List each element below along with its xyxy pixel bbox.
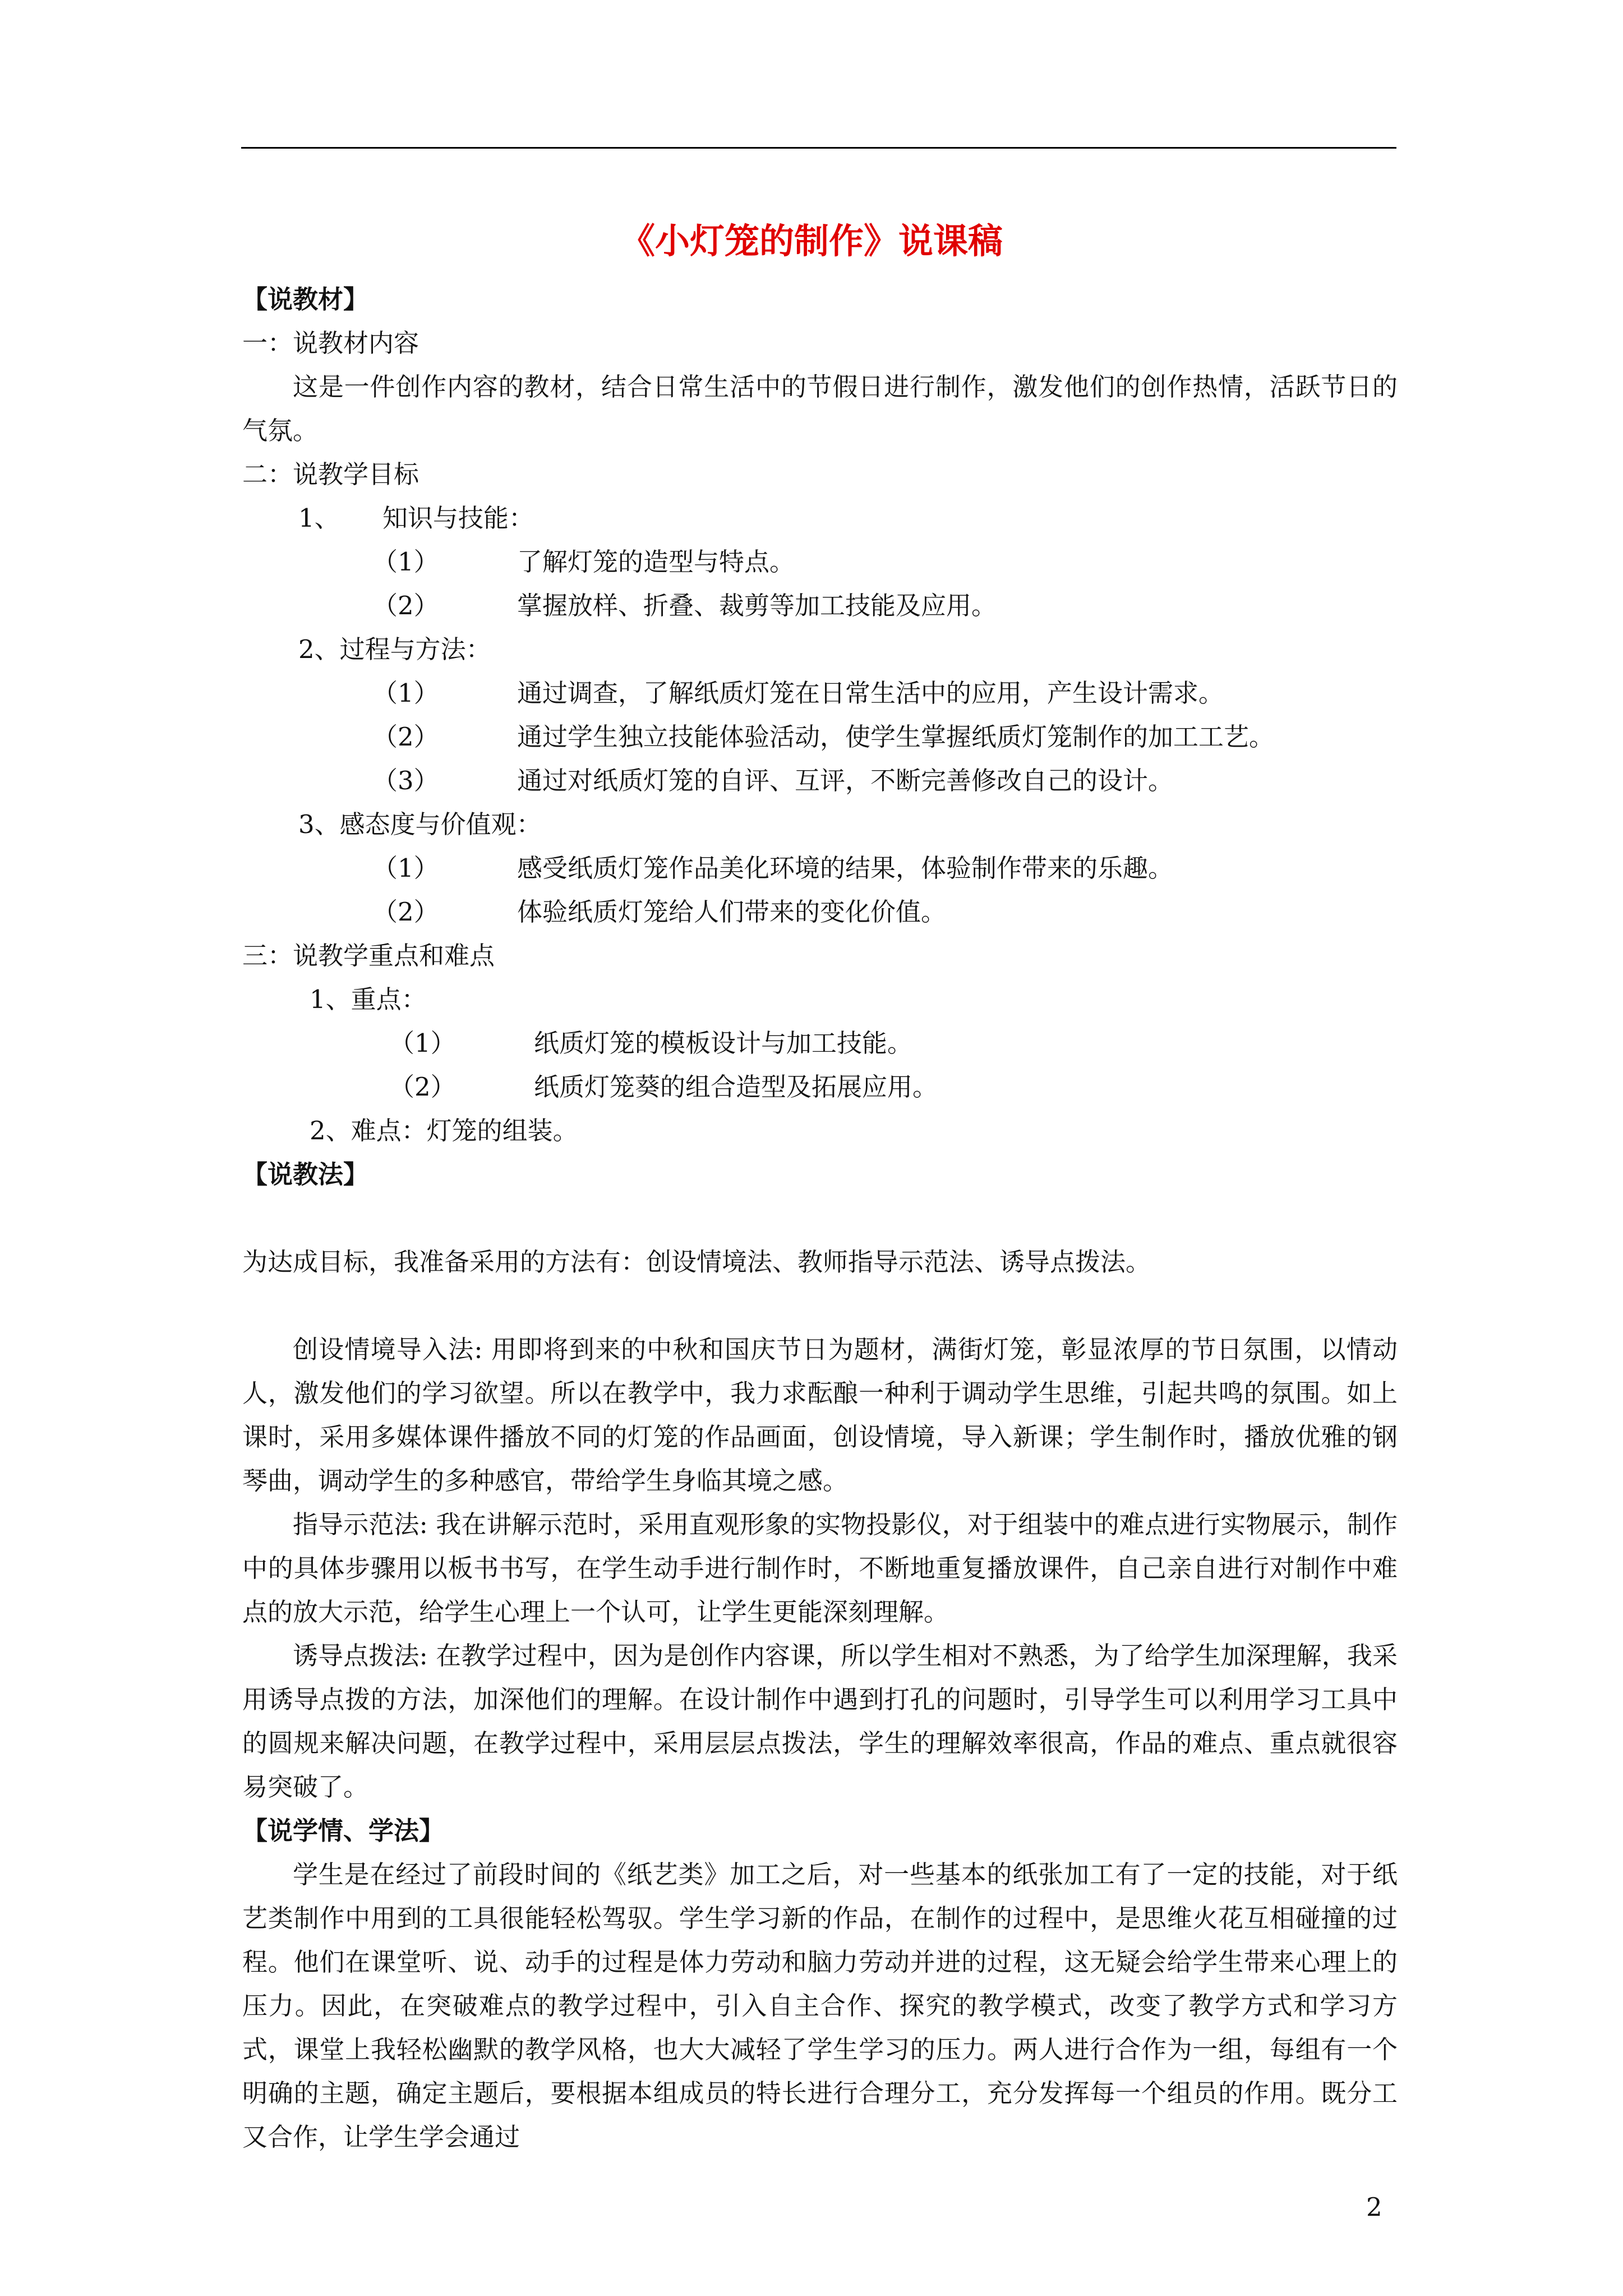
paragraph-method-intro: 为达成目标，我准备采用的方法有：创设情境法、教师指导示范法、诱导点拨法。 (242, 1247, 1151, 1277)
goal-process-methods (242, 628, 1398, 671)
paragraph-textbook-content: 这是一件创作内容的教材，结合日常生活中的节假日进行制作，激发他们的创作热情，活跃节日的气氛。 (242, 372, 1398, 445)
key-points-title (242, 978, 1398, 1022)
list-item-number: （1） (372, 678, 439, 708)
list-item-text: 通过对纸质灯笼的自评、互评，不断完善修改自己的设计。 (517, 766, 1174, 795)
goal-2-title: 2、过程与方法： (298, 634, 491, 664)
list-item (242, 671, 1398, 715)
document-title: 《小灯笼的制作》说课稿 (620, 220, 1003, 261)
subheading-textbook-content: 一：说教材内容 (242, 328, 419, 358)
paragraph-students: 学生是在经过了前段时间的《纸艺类》加工之后，对一些基本的纸张加工有了一定的技能，对于纸艺类制作中用到的工具很能轻松驾驭。学生学习新的作品，在制作的过程中，是思维火花互相碰撞的过程。他们在课堂听、说、动手的过程是体力劳动和脑力劳动并进的过程，这无疑会给学生带来心理上的压力。因此，在突破难点的教学过程中，引入自主合作、探究的教学模式，改变了教学方式和学习方式，课堂上我轻松幽默的教学风格，也大大减轻了学生学习的压力。两人进行合作为一组，每组有一个明确的主题，确定主题后，要根据本组成员的特长进行合理分工，充分发挥每一个组员的作用。既分工又合作，让学生学会通过 (242, 1860, 1398, 2152)
spacer (242, 1284, 1398, 1328)
list-item-text: 感受纸质灯笼作品美化环境的结果，体验制作带来的乐趣。 (517, 853, 1174, 883)
list-item-text: 体验纸质灯笼给人们带来的变化价值。 (517, 897, 947, 927)
subheading-key-difficult-points: 三：说教学重点和难点 (242, 941, 495, 970)
list-item-number: （2） (389, 1072, 456, 1102)
list-item-text: 掌握放样、折叠、裁剪等加工技能及应用。 (517, 591, 997, 620)
spacer (242, 1197, 1398, 1240)
list-item (242, 1022, 1398, 1065)
list-item-number: （3） (372, 766, 439, 795)
list-item (242, 890, 1398, 934)
paragraph-method-guidance: 诱导点拨法: 在教学过程中，因为是创作内容课，所以学生相对不熟悉，为了给学生加深理解，我采用诱导点拨的方法，加深他们的理解。在设计制作中遇到打孔的问题时，引导学生可以利用学习工具中的圆规来解决问题，在教学过程中，采用层层点拨法，学生的理解效率很高，作品的难点、重点就很容易突破了。 (242, 1641, 1398, 1802)
section-heading-textbook: 【说教材】 (242, 284, 369, 314)
list-item (242, 540, 1398, 584)
header-rule (241, 147, 1396, 149)
list-item (242, 584, 1398, 628)
list-item-text: 纸质灯笼葵的组合造型及拓展应用。 (534, 1072, 938, 1102)
page-number: 2 (1366, 2192, 1382, 2222)
list-item-number: （2） (372, 591, 439, 620)
difficult-point-text: 2、难点：灯笼的组装。 (310, 1116, 578, 1145)
key-points-label: 1、重点： (310, 984, 427, 1014)
list-item (242, 715, 1398, 759)
list-item-text: 通过调查，了解纸质灯笼在日常生活中的应用，产生设计需求。 (517, 678, 1224, 708)
goal-attitude-values (242, 803, 1398, 846)
goal-knowledge-skills (242, 496, 1398, 540)
list-item-number: （1） (389, 1028, 456, 1058)
goal-3-title: 3、感态度与价值观： (298, 809, 542, 839)
list-item-number: （2） (372, 722, 439, 752)
document-body (242, 278, 1398, 2159)
list-item-text: 了解灯笼的造型与特点。 (517, 547, 795, 577)
list-item-text: 通过学生独立技能体验活动，使学生掌握纸质灯笼制作的加工工艺。 (517, 722, 1275, 752)
difficult-point (242, 1109, 1398, 1153)
paragraph-method-situation: 创设情境导入法: 用即将到来的中秋和国庆节日为题材，满街灯笼，彰显浓厚的节日氛围，以情动人，激发他们的学习欲望。所以在教学中，我力求酝酿一种利于调动学生思维，引起共鸣的氛围。如上课时，采用多媒体课件播放不同的灯笼的作品画面，创设情境，导入新课；学生制作时，播放优雅的钢琴曲，调动学生的多种感官，带给学生身临其境之感。 (242, 1335, 1398, 1496)
list-item-number: （1） (372, 853, 439, 883)
section-heading-method: 【说教法】 (242, 1159, 369, 1189)
list-item-number: （2） (372, 897, 439, 927)
section-heading-students: 【说学情、学法】 (242, 1816, 445, 1846)
subheading-teaching-goals: 二：说教学目标 (242, 459, 419, 489)
list-item-number: （1） (372, 547, 439, 577)
list-item (242, 759, 1398, 803)
goal-1-label: 1、 (298, 503, 340, 533)
list-item-text: 纸质灯笼的模板设计与加工技能。 (534, 1028, 913, 1058)
list-item (242, 1065, 1398, 1109)
goal-1-title: 知识与技能： (382, 503, 534, 533)
paragraph-method-demonstration: 指导示范法: 我在讲解示范时，采用直观形象的实物投影仪，对于组装中的难点进行实物展示，制作中的具体步骤用以板书书写，在学生动手进行制作时，不断地重复播放课件，自己亲自进行对制作中难点的放大示范，给学生心理上一个认可，让学生更能深刻理解。 (242, 1510, 1398, 1627)
list-item (242, 846, 1398, 890)
